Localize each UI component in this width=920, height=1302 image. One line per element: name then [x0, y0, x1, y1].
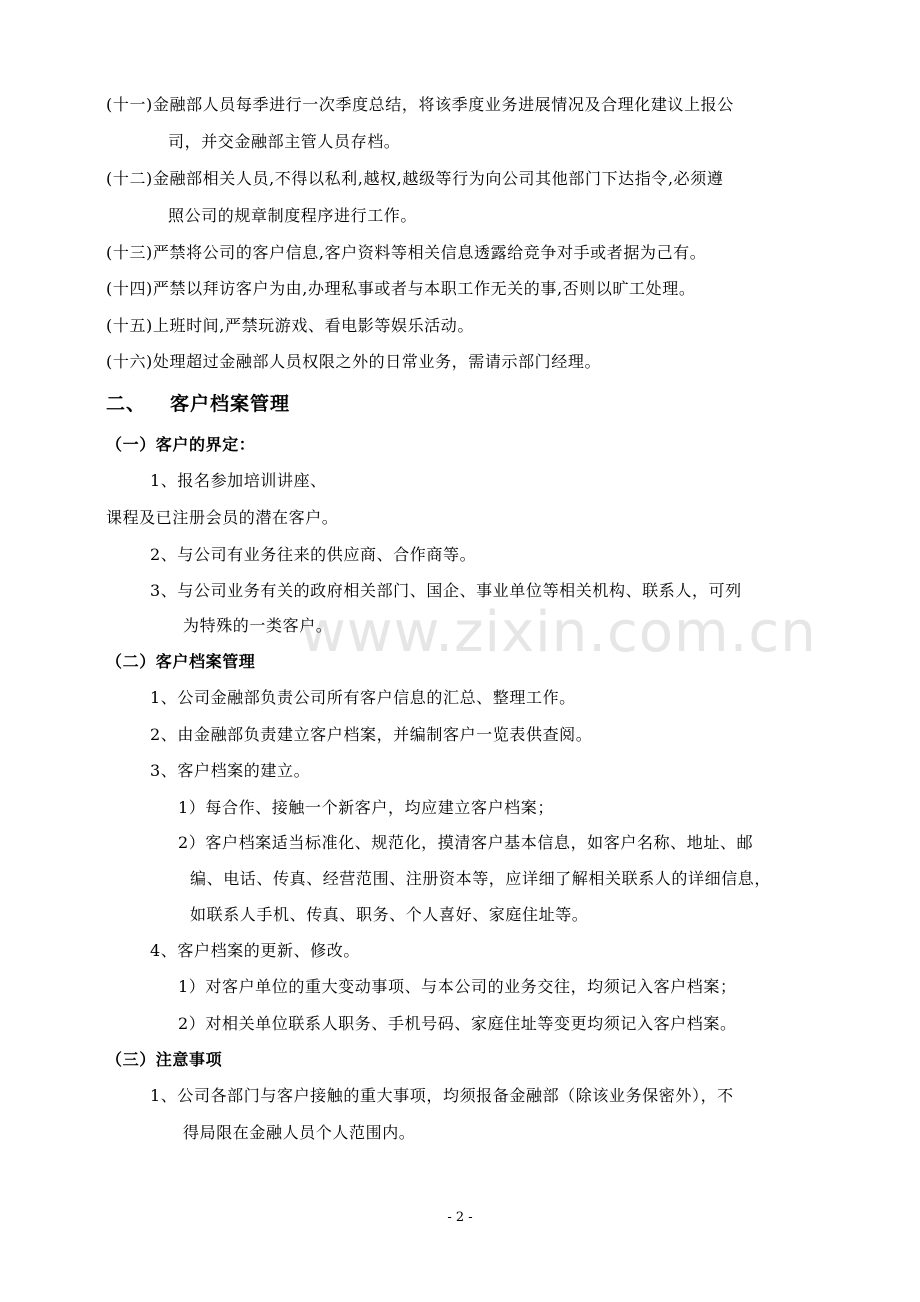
- part-1-item-3-line-1: 3、与公司业务有关的政府相关部门、国企、事业单位等相关机构、联系人，可列: [150, 581, 742, 600]
- section-2-number: 二、: [106, 393, 147, 415]
- part-2-item-1: 1、公司金融部负责公司所有客户信息的汇总、整理工作。: [150, 688, 576, 707]
- part-2-item-4-sub-1: 1）对客户单位的重大变动事项、与本公司的业务交往，均须记入客户档案；: [178, 977, 737, 996]
- part-2-item-3-sub-2-line-3: 如联系人手机、传真、职务、个人喜好、家庭住址等。: [190, 905, 589, 924]
- part-1-heading: （一）客户的界定：: [106, 435, 256, 454]
- part-2-heading: （二）客户档案管理: [106, 652, 256, 671]
- part-2-item-4-sub-2: 2）对相关单位联系人职务、手机号码、家庭住址等变更均须记入客户档案。: [178, 1014, 737, 1033]
- rule-11-line-2: 司，并交金融部主管人员存档。: [168, 132, 401, 151]
- part-2-item-2: 2、由金融部负责建立客户档案，并编制客户一览表供查阅。: [150, 725, 593, 744]
- part-3-heading: （三）注意事项: [106, 1050, 223, 1069]
- rule-12-line-2: 照公司的规章制度程序进行工作。: [168, 206, 418, 225]
- part-3-item-1-line-2: 得局限在金融人员个人范围内。: [183, 1123, 416, 1142]
- rule-13: (十三)严禁将公司的客户信息,客户资料等相关信息透露给竞争对手或者据为己有。: [106, 243, 707, 262]
- part-1-item-3-line-2: 为特殊的一类客户。: [183, 616, 333, 635]
- watermark: www.zixin.com.cn: [300, 600, 817, 665]
- rule-15: (十五)上班时间,严禁玩游戏、看电影等娱乐活动。: [106, 316, 474, 335]
- part-2-item-3-sub-1: 1）每合作、接触一个新客户，均应建立客户档案；: [178, 798, 554, 817]
- part-3-item-1-line-1: 1、公司各部门与客户接触的重大事项，均须报备金融部（除该业务保密外），不: [150, 1086, 734, 1105]
- part-2-item-4: 4、客户档案的更新、修改。: [150, 941, 360, 960]
- part-2-item-3: 3、客户档案的建立。: [150, 761, 311, 780]
- part-2-item-3-sub-2-line-1: 2）客户档案适当标准化、规范化，摸清客户基本信息，如客户名称、地址、邮: [178, 833, 754, 852]
- rule-16: (十六)处理超过金融部人员权限之外的日常业务，需请示部门经理。: [106, 352, 602, 371]
- rule-11-line-1: (十一)金融部人员每季进行一次季度总结，将该季度业务进展情况及合理化建议上报公: [106, 95, 734, 114]
- part-1-item-1-line-2: 课程及已注册会员的潜在客户。: [106, 508, 339, 527]
- rule-12-line-1: (十二)金融部相关人员,不得以私利,越权,越级等行为向公司其他部门下达指令,必须遵: [106, 169, 724, 188]
- rule-14: (十四)严禁以拜访客户为由,办理私事或者与本职工作无关的事,否则以旷工处理。: [106, 279, 696, 298]
- page-number: - 2 -: [447, 1210, 473, 1225]
- section-2-title: 客户档案管理: [170, 393, 291, 415]
- part-1-item-1-line-1: 1、报名参加培训讲座、: [150, 471, 327, 490]
- part-1-item-2: 2、与公司有业务往来的供应商、合作商等。: [150, 545, 477, 564]
- part-2-item-3-sub-2-line-2: 编、电话、传真、经营范围、注册资本等，应详细了解相关联系人的详细信息，: [190, 869, 772, 888]
